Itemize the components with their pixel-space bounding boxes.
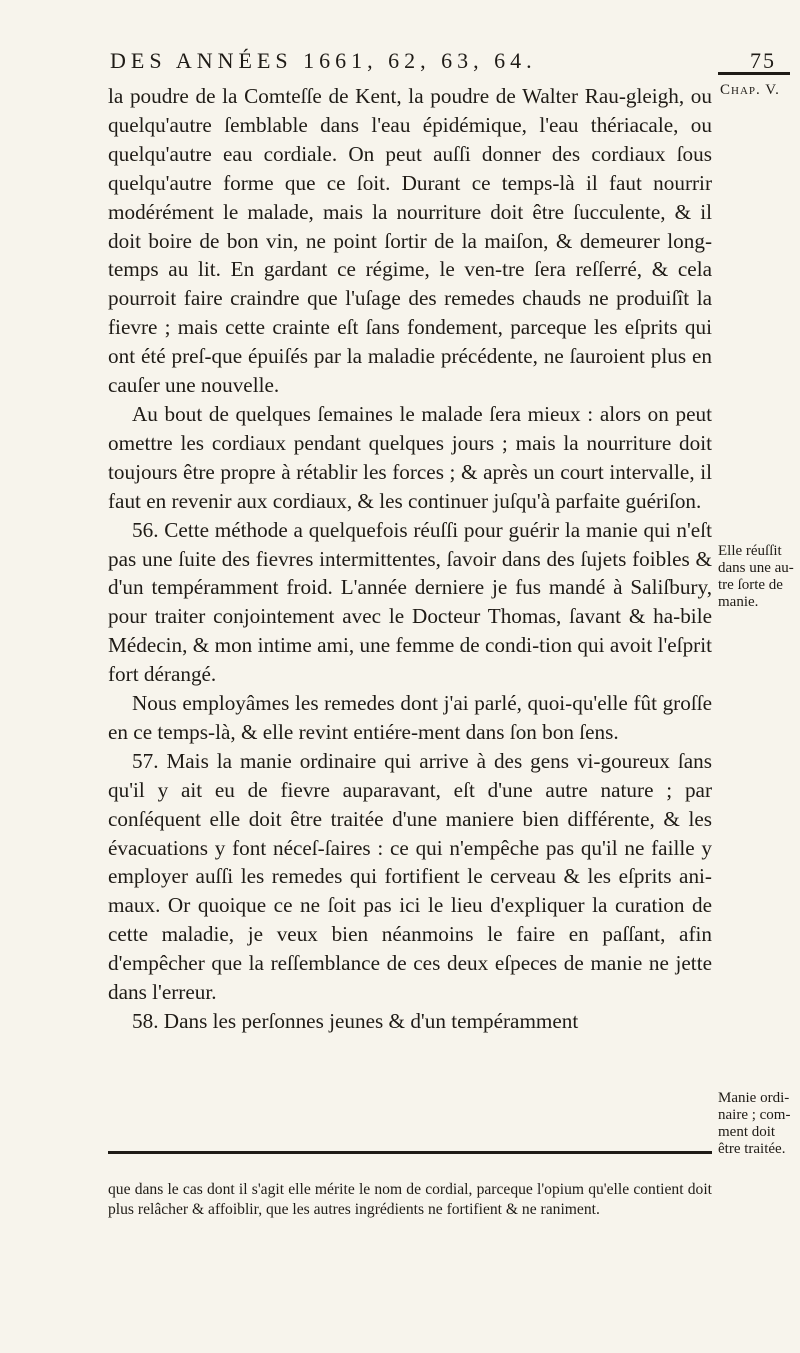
paragraph: 57. Mais la manie ordinaire qui arrive à des gens vi-goureux ſans qu'il y ait eu de fievre auparavant, eſt d'une autre nature ; par conſéquent elle doit être traitée d'une maniere bien différente, & les évacuations y font néceſ-ſaires : ce qui n'empêche pas qu'il ne faille y employer auſſi les remedes qui fortifient le cerveau & les eſprits ani-maux. Or quoique ce ne ſoit pas ici le lieu d'expliquer la curation de cette maladie, je veux bien néanmoins le faire en paſſant, afin d'empêcher que la reſſemblance de ces deux eſpeces de manie ne jette dans l'erreur. (108, 748, 712, 1005)
footnote-text: que dans le cas dont il s'agit elle mérite le nom de cordial, parceque l'opium qu'elle contient doit plus relâcher & affoiblir, que les autres ingrédients ne fortifient & ne raniment. (108, 1181, 712, 1218)
chapter-rule (718, 72, 790, 75)
paragraph: la poudre de la Comteſſe de Kent, la poudre de Walter Rau-gleigh, ou quelqu'autre ſemblable dans l'eau épidémique, l'eau thériacale, ou quelqu'autre eau cordiale. On peut auſſi donner des cordiaux ſous quelqu'autre forme que ce ſoit. Durant ce temps-là il faut nourrir modérément le malade, mais la nourriture doit être ſucculente, & il doit boire de bon vin, ne point ſortir de la maiſon, & demeurer long-temps au lit. En gardant ce régime, le ven-tre ſera reſſerré, & cela pourroit faire craindre que l'uſage des remedes chauds ne produiſît la fievre ; mais cette crainte eſt ſans fondement, parceque les eſprits qui ont été preſ-que épuiſés par la maladie précédente, ne ſauroient plus en cauſer une nouvelle. (108, 84, 712, 398)
running-head (110, 48, 776, 74)
main-text (108, 82, 712, 1036)
running-head-title: DES ANNÉES 1661, 62, 63, 64. (110, 48, 537, 73)
margin-note: Elle réuſſit dans une au-tre ſorte de manie. (718, 543, 794, 610)
paragraph: 58. Dans les perſonnes jeunes & d'un tempéramment (132, 1009, 579, 1033)
footnote (108, 1180, 712, 1220)
margin-note: Manie ordi-naire ; com-ment doit être traitée. (718, 1090, 791, 1157)
chapter-label: Chap. V. (720, 82, 780, 98)
paragraph: Nous employâmes les remedes dont j'ai parlé, quoi-qu'elle fût groſſe en ce temps-là, & elle revint entiére-ment dans ſon bon ſens. (108, 691, 712, 744)
paragraph: Au bout de quelques ſemaines le malade ſera mieux : alors on peut omettre les cordiaux pendant quelques jours ; mais la nourriture doit toujours être propre à rétablir les forces ; & après un court intervalle, il faut en revenir aux cordiaux, & les continuer juſqu'à parfaite guériſon. (108, 401, 712, 513)
page-number: 75 (750, 48, 776, 73)
footnote-rule (108, 1151, 712, 1154)
paragraph: 56. Cette méthode a quelquefois réuſſi pour guérir la manie qui n'eſt pas une ſuite des fievres intermittentes, ſavoir dans des ſujets foibles & d'un tempéramment froid. L'année derniere je fus mandé à Saliſbury, pour traiter conjointement avec le Docteur Thomas, ſavant & ha-bile Médecin, & mon intime ami, une femme de condi-tion qui avoit l'eſprit fort dérangé. (108, 517, 712, 687)
